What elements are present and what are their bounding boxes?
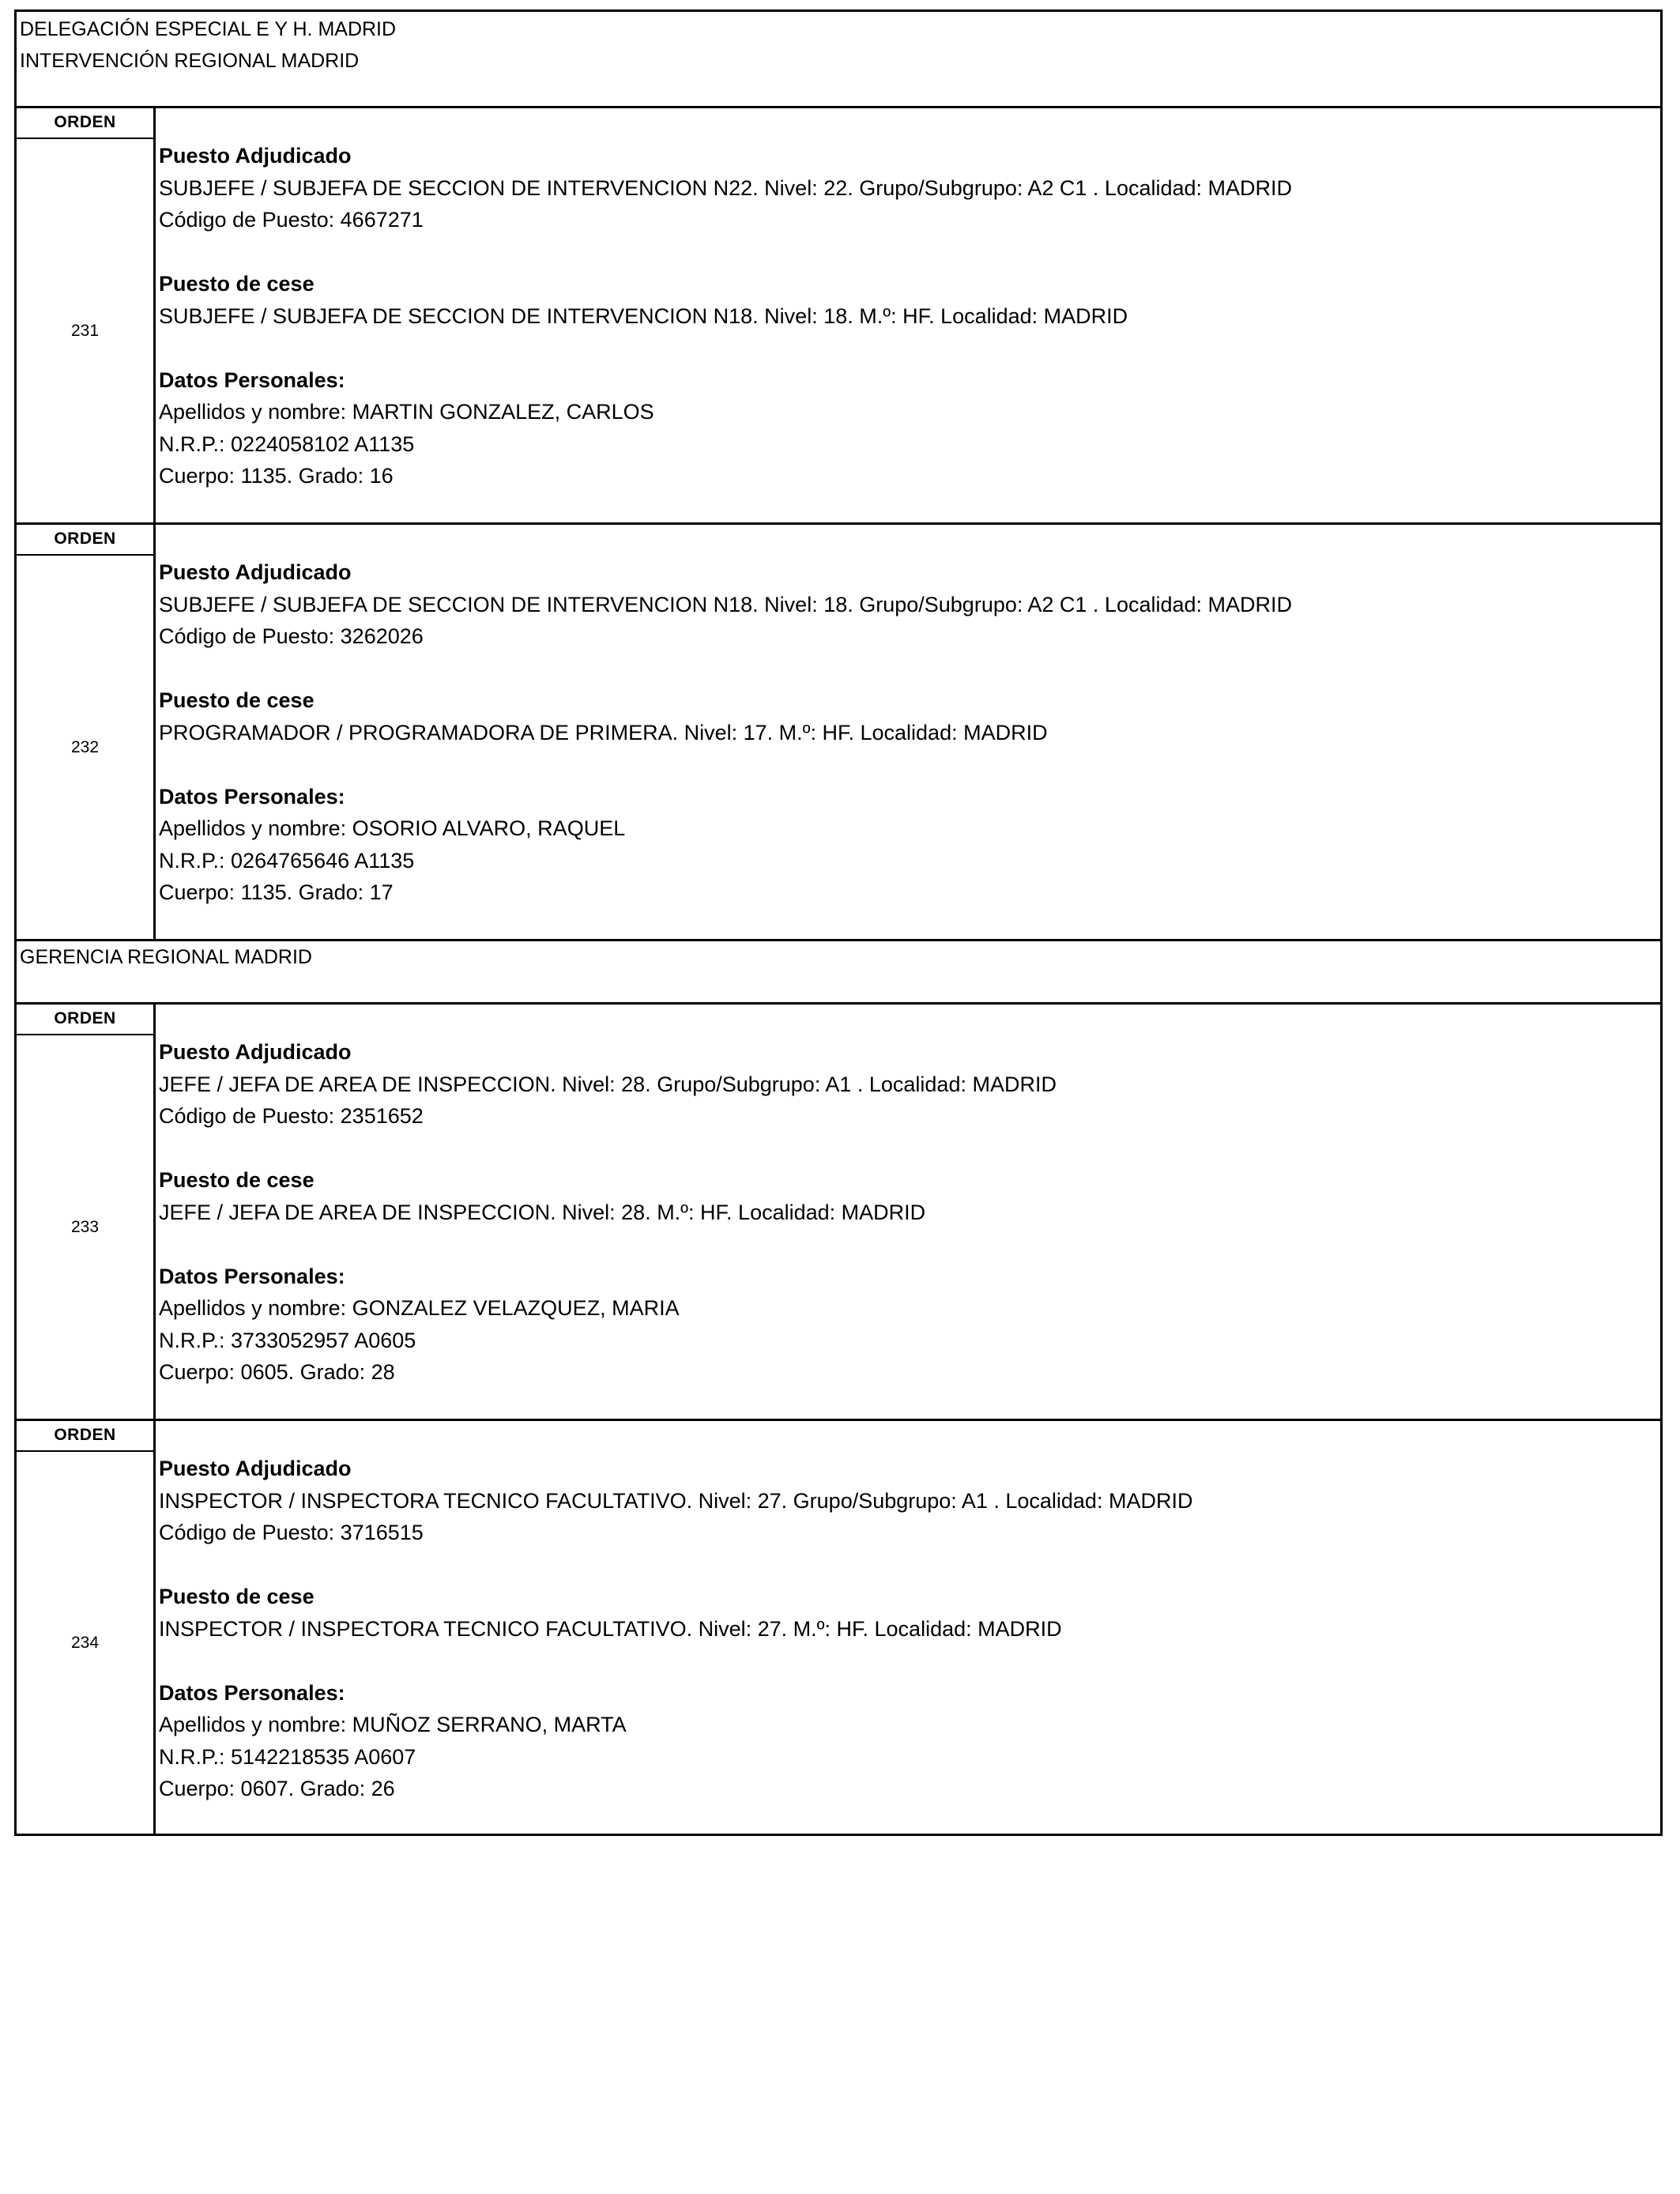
section-header-gerencia — [14, 939, 1663, 1002]
nrp: N.R.P.: 0224058102 A1135 — [159, 432, 415, 456]
adjudicado-title: Puesto Adjudicado — [159, 1457, 352, 1480]
record-details — [156, 1421, 1660, 1834]
orden-number: 234 — [70, 1633, 100, 1652]
orden-column — [17, 1421, 156, 1834]
cuerpo-grado: Cuerpo: 0605. Grado: 28 — [159, 1360, 395, 1384]
record-details — [156, 1005, 1660, 1419]
orden-number: 231 — [70, 321, 100, 340]
nrp: N.R.P.: 5142218535 A0607 — [159, 1744, 416, 1769]
apellidos-nombre: Apellidos y nombre: OSORIO ALVARO, RAQUEL — [159, 816, 626, 840]
datos-title: Datos Personales: — [159, 1680, 345, 1705]
apellidos-nombre: Apellidos y nombre: MUÑOZ SERRANO, MARTA — [159, 1713, 627, 1736]
apellidos-nombre: Apellidos y nombre: GONZALEZ VELAZQUEZ, MARIA — [159, 1296, 680, 1320]
orden-number: 233 — [70, 1217, 100, 1236]
codigo-puesto: Código de Puesto: 2351652 — [159, 1104, 424, 1128]
orden-column — [17, 1005, 156, 1419]
document-page — [14, 9, 1663, 1836]
cese-title: Puesto de cese — [159, 1168, 315, 1192]
cese-text: PROGRAMADOR / PROGRAMADORA DE PRIMERA. Nivel: 17. M.º: HF. Localidad: MADRID — [159, 720, 1048, 745]
adjudicado-text: SUBJEFE / SUBJEFA DE SECCION DE INTERVENCION N22. Nivel: 22. Grupo/Subgrupo: A2 C1 . Localidad: MADRID — [159, 175, 1293, 200]
cese-title: Puesto de cese — [159, 1585, 315, 1608]
record-details — [156, 108, 1660, 522]
adjudicado-text: INSPECTOR / INSPECTORA TECNICO FACULTATIVO. Nivel: 27. Grupo/Subgrupo: A1 . Localidad: MADRID — [159, 1488, 1193, 1513]
codigo-puesto: Código de Puesto: 4667271 — [159, 208, 424, 232]
cuerpo-grado: Cuerpo: 0607. Grado: 26 — [159, 1777, 395, 1800]
orden-label: ORDEN — [17, 1005, 153, 1035]
header-line: INTERVENCIÓN REGIONAL MADRID — [20, 50, 360, 72]
record-details — [156, 525, 1660, 939]
cese-text: SUBJEFE / SUBJEFA DE SECCION DE INTERVENCION N18. Nivel: 18. M.º: HF. Localidad: MADRID — [159, 303, 1128, 328]
codigo-puesto: Código de Puesto: 3262026 — [159, 624, 424, 648]
section-header-intervencion — [14, 9, 1663, 106]
codigo-puesto: Código de Puesto: 3716515 — [159, 1521, 424, 1544]
record-234 — [14, 1419, 1663, 1836]
cuerpo-grado: Cuerpo: 1135. Grado: 17 — [159, 880, 394, 904]
adjudicado-text: JEFE / JEFA DE AREA DE INSPECCION. Nivel: 28. Grupo/Subgrupo: A1 . Localidad: MADRID — [159, 1072, 1057, 1096]
cuerpo-grado: Cuerpo: 1135. Grado: 16 — [159, 464, 394, 488]
nrp: N.R.P.: 0264765646 A1135 — [159, 848, 415, 873]
apellidos-nombre: Apellidos y nombre: MARTIN GONZALEZ, CARLOS — [159, 400, 654, 424]
record-231 — [14, 106, 1663, 522]
orden-number: 232 — [70, 737, 100, 756]
orden-label: ORDEN — [17, 525, 153, 556]
datos-title: Datos Personales: — [159, 784, 345, 809]
adjudicado-title: Puesto Adjudicado — [159, 560, 352, 584]
datos-title: Datos Personales: — [159, 368, 345, 392]
datos-title: Datos Personales: — [159, 1264, 345, 1288]
adjudicado-title: Puesto Adjudicado — [159, 144, 352, 168]
record-233 — [14, 1002, 1663, 1419]
nrp: N.R.P.: 3733052957 A0605 — [159, 1328, 416, 1352]
record-232 — [14, 522, 1663, 939]
orden-label: ORDEN — [17, 1421, 153, 1452]
header-line: DELEGACIÓN ESPECIAL E Y H. MADRID — [20, 18, 397, 40]
orden-label: ORDEN — [17, 108, 153, 139]
orden-column — [17, 525, 156, 939]
header-line: GERENCIA REGIONAL MADRID — [20, 946, 312, 968]
orden-column — [17, 108, 156, 522]
cese-text: JEFE / JEFA DE AREA DE INSPECCION. Nivel: 28. M.º: HF. Localidad: MADRID — [159, 1200, 926, 1224]
adjudicado-title: Puesto Adjudicado — [159, 1040, 352, 1064]
adjudicado-text: SUBJEFE / SUBJEFA DE SECCION DE INTERVENCION N18. Nivel: 18. Grupo/Subgrupo: A2 C1 . Localidad: MADRID — [159, 592, 1293, 616]
cese-text: INSPECTOR / INSPECTORA TECNICO FACULTATIVO. Nivel: 27. M.º: HF. Localidad: MADRID — [159, 1616, 1062, 1641]
cese-title: Puesto de cese — [159, 688, 315, 712]
cese-title: Puesto de cese — [159, 272, 315, 296]
